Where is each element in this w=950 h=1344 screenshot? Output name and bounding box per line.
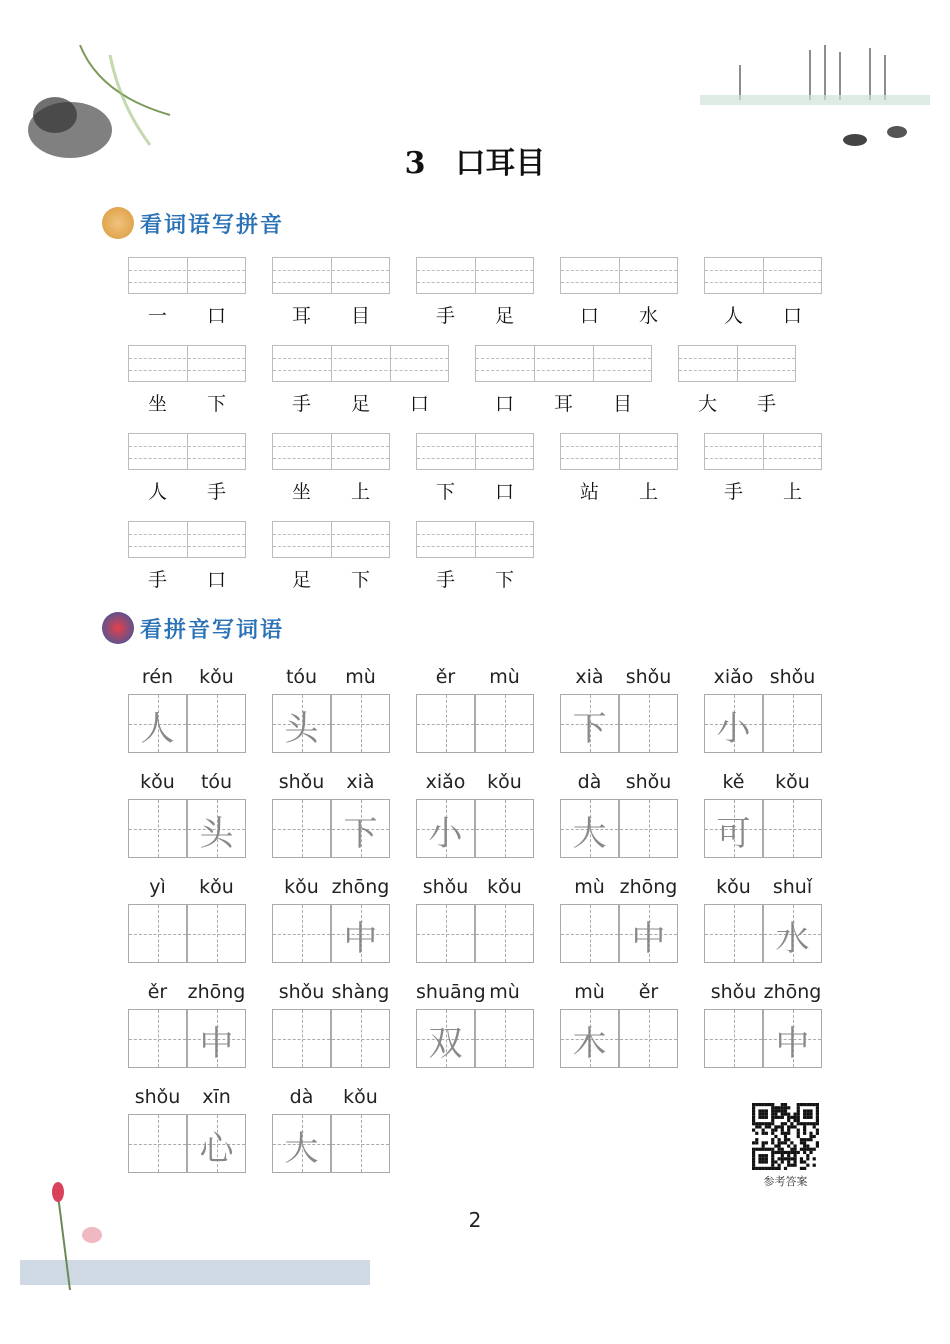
lotus-illustration xyxy=(20,1180,380,1295)
character-writing-cell[interactable] xyxy=(416,799,475,858)
pinyin-label: shǒu xyxy=(710,981,757,1003)
word-character: 大 xyxy=(697,393,717,415)
cell-divider xyxy=(331,434,332,469)
guide-line xyxy=(332,1144,389,1145)
character-writing-cell[interactable] xyxy=(331,1114,390,1173)
pinyin-label: kǒu xyxy=(487,771,522,793)
opera-mask-icon xyxy=(102,207,134,239)
guide-line xyxy=(273,458,389,459)
hint-character: 小 xyxy=(428,814,463,854)
character-writing-cell[interactable] xyxy=(619,1009,678,1068)
pinyin-label: rén xyxy=(141,666,174,688)
guide-line xyxy=(273,370,448,371)
guide-line xyxy=(705,282,821,283)
pinyin-label: ěr xyxy=(435,666,456,688)
word-character: 口 xyxy=(206,569,226,591)
cell-divider xyxy=(619,434,620,469)
pinyin-label: zhōng xyxy=(331,876,390,898)
pinyin-label: tóu xyxy=(200,771,233,793)
pinyin-writing-box[interactable] xyxy=(272,345,449,382)
hint-character: 头 xyxy=(199,814,234,854)
guide-line xyxy=(417,270,533,271)
character-writing-cell[interactable] xyxy=(619,904,678,963)
word-character: 口 xyxy=(494,393,514,415)
pinyin-writing-box[interactable] xyxy=(560,257,678,294)
guide-line xyxy=(620,829,677,830)
hint-character: 中 xyxy=(343,919,378,959)
section-heading-write-pinyin xyxy=(102,207,284,239)
word-character: 下 xyxy=(206,393,226,415)
guide-line xyxy=(273,446,389,447)
character-writing-cell[interactable] xyxy=(128,799,187,858)
pinyin-label: ěr xyxy=(638,981,659,1003)
word-character: 足 xyxy=(494,305,514,327)
character-writing-cell[interactable] xyxy=(187,1114,246,1173)
pinyin-writing-box[interactable] xyxy=(128,433,246,470)
pinyin-label: shǒu xyxy=(625,666,672,688)
guide-line xyxy=(476,829,533,830)
cell-divider xyxy=(475,258,476,293)
character-writing-cell[interactable] xyxy=(187,1009,246,1068)
guide-line xyxy=(273,1039,330,1040)
word-character: 坐 xyxy=(147,393,167,415)
hint-character: 中 xyxy=(775,1024,810,1064)
character-writing-cell[interactable] xyxy=(704,904,763,963)
qr-code[interactable] xyxy=(752,1103,819,1170)
hint-character: 水 xyxy=(775,919,810,959)
guide-line xyxy=(129,829,186,830)
character-writing-cell[interactable] xyxy=(331,694,390,753)
pinyin-writing-box[interactable] xyxy=(416,257,534,294)
guide-line xyxy=(417,458,533,459)
character-writing-cell[interactable] xyxy=(763,799,822,858)
cell-divider xyxy=(475,434,476,469)
guide-line xyxy=(705,1039,762,1040)
guide-line xyxy=(273,358,448,359)
character-writing-cell[interactable] xyxy=(560,799,619,858)
cell-divider xyxy=(763,434,764,469)
word-character: 手 xyxy=(291,393,311,415)
guide-line xyxy=(476,724,533,725)
guide-line xyxy=(561,446,677,447)
pinyin-label: mù xyxy=(489,981,520,1003)
qr-label: 参考答案 xyxy=(763,1175,808,1188)
character-writing-cell[interactable] xyxy=(187,799,246,858)
lesson-title: 3 口耳目 xyxy=(404,146,546,181)
word-character: 目 xyxy=(612,393,632,415)
guide-line xyxy=(129,546,245,547)
character-writing-cell[interactable] xyxy=(128,904,187,963)
guide-line xyxy=(129,282,245,283)
pinyin-label: kǒu xyxy=(716,876,751,898)
guide-line xyxy=(273,282,389,283)
guide-line xyxy=(129,1144,186,1145)
guide-line xyxy=(129,270,245,271)
character-writing-cell[interactable] xyxy=(475,799,534,858)
hint-character: 木 xyxy=(572,1024,607,1064)
character-writing-cell[interactable] xyxy=(416,694,475,753)
character-writing-cell[interactable] xyxy=(331,1009,390,1068)
word-character: 手 xyxy=(435,569,455,591)
character-writing-cell[interactable] xyxy=(272,1114,331,1173)
guide-line xyxy=(476,1039,533,1040)
cell-divider xyxy=(331,258,332,293)
cell-divider xyxy=(187,522,188,557)
pinyin-label: shuāng xyxy=(416,981,486,1003)
word-character: 坐 xyxy=(291,481,311,503)
hint-character: 大 xyxy=(284,1129,319,1169)
guide-line xyxy=(129,934,186,935)
word-character: 下 xyxy=(494,569,514,591)
pinyin-label: dà xyxy=(577,771,602,793)
pinyin-label: xiǎo xyxy=(425,771,466,793)
guide-line xyxy=(705,270,821,271)
pinyin-writing-box[interactable] xyxy=(678,345,796,382)
hint-character: 中 xyxy=(631,919,666,959)
word-character: 一 xyxy=(147,305,167,327)
character-writing-cell[interactable] xyxy=(272,1009,331,1068)
character-writing-cell[interactable] xyxy=(416,904,475,963)
guide-line xyxy=(679,370,795,371)
pinyin-label: mù xyxy=(489,666,520,688)
guide-line xyxy=(417,934,474,935)
pinyin-label: xīn xyxy=(202,1086,231,1108)
pinyin-label: mù xyxy=(574,981,605,1003)
pinyin-label: yì xyxy=(149,876,166,898)
pinyin-label: mù xyxy=(574,876,605,898)
guide-line xyxy=(476,934,533,935)
guide-line xyxy=(129,534,245,535)
hint-character: 下 xyxy=(343,814,378,854)
word-character: 手 xyxy=(756,393,776,415)
cell-divider xyxy=(593,346,594,381)
pinyin-writing-box[interactable] xyxy=(704,433,822,470)
pinyin-label: shǒu xyxy=(769,666,816,688)
character-writing-cell[interactable] xyxy=(619,694,678,753)
guide-line xyxy=(705,458,821,459)
character-writing-cell[interactable] xyxy=(331,904,390,963)
pinyin-label: kǒu xyxy=(343,1086,378,1108)
pinyin-label: shàng xyxy=(331,981,390,1003)
cell-divider xyxy=(737,346,738,381)
cell-divider xyxy=(187,346,188,381)
section-title: 看拼音写词语 xyxy=(140,617,285,643)
word-character: 手 xyxy=(206,481,226,503)
character-writing-cell[interactable] xyxy=(619,799,678,858)
word-character: 口 xyxy=(782,305,802,327)
hint-character: 心 xyxy=(199,1129,234,1169)
guide-line xyxy=(188,934,245,935)
hint-character: 双 xyxy=(428,1024,463,1064)
pinyin-writing-box[interactable] xyxy=(704,257,822,294)
word-character: 耳 xyxy=(291,305,311,327)
pinyin-writing-box[interactable] xyxy=(560,433,678,470)
pinyin-label: xià xyxy=(575,666,604,688)
word-character: 水 xyxy=(638,305,658,327)
guide-line xyxy=(764,829,821,830)
character-writing-cell[interactable] xyxy=(560,1009,619,1068)
cell-divider xyxy=(187,258,188,293)
pinyin-writing-box[interactable] xyxy=(128,521,246,558)
character-writing-cell[interactable] xyxy=(763,694,822,753)
cell-divider xyxy=(763,258,764,293)
character-writing-cell[interactable] xyxy=(763,1009,822,1068)
cell-divider xyxy=(331,346,332,381)
guide-line xyxy=(129,446,245,447)
word-character: 手 xyxy=(435,305,455,327)
character-writing-cell[interactable] xyxy=(272,904,331,963)
guide-line xyxy=(620,724,677,725)
guide-line xyxy=(705,934,762,935)
character-writing-cell[interactable] xyxy=(416,1009,475,1068)
guide-line xyxy=(561,934,618,935)
character-writing-cell[interactable] xyxy=(704,799,763,858)
word-character: 耳 xyxy=(553,393,573,415)
pinyin-writing-box[interactable] xyxy=(128,345,246,382)
pinyin-label: mù xyxy=(345,666,376,688)
guide-line xyxy=(273,546,389,547)
character-writing-cell[interactable] xyxy=(560,694,619,753)
character-writing-cell[interactable] xyxy=(560,904,619,963)
guide-line xyxy=(561,282,677,283)
guide-line xyxy=(273,270,389,271)
pinyin-label: kǒu xyxy=(199,876,234,898)
pinyin-label: tóu xyxy=(285,666,318,688)
cell-divider xyxy=(534,346,535,381)
character-writing-cell[interactable] xyxy=(272,694,331,753)
cell-divider xyxy=(390,346,391,381)
guide-line xyxy=(332,724,389,725)
guide-line xyxy=(417,282,533,283)
cell-divider xyxy=(187,434,188,469)
pinyin-writing-box[interactable] xyxy=(272,433,390,470)
word-character: 手 xyxy=(147,569,167,591)
pinyin-writing-box[interactable] xyxy=(416,433,534,470)
hint-character: 可 xyxy=(716,814,751,854)
pinyin-label: shǒu xyxy=(422,876,469,898)
guide-line xyxy=(417,446,533,447)
word-character: 上 xyxy=(782,481,802,503)
pinyin-label: kě xyxy=(722,771,745,793)
pinyin-label: shǒu xyxy=(278,981,325,1003)
pinyin-writing-box[interactable] xyxy=(272,257,390,294)
character-writing-cell[interactable] xyxy=(331,799,390,858)
pinyin-label: kǒu xyxy=(199,666,234,688)
hint-character: 下 xyxy=(572,709,607,749)
pinyin-label: xià xyxy=(346,771,375,793)
guide-line xyxy=(417,534,533,535)
guide-line xyxy=(476,358,651,359)
word-character: 口 xyxy=(494,481,514,503)
hint-character: 中 xyxy=(199,1024,234,1064)
hint-character: 人 xyxy=(140,709,175,749)
pinyin-label: zhōng xyxy=(187,981,246,1003)
guide-line xyxy=(476,370,651,371)
pinyin-label: kǒu xyxy=(140,771,175,793)
pinyin-writing-box[interactable] xyxy=(272,521,390,558)
pinyin-label: dà xyxy=(289,1086,314,1108)
cell-divider xyxy=(619,258,620,293)
pinyin-label: kǒu xyxy=(775,771,810,793)
word-character: 足 xyxy=(291,569,311,591)
word-character: 人 xyxy=(723,305,743,327)
guide-line xyxy=(764,724,821,725)
pinyin-label: ěr xyxy=(147,981,168,1003)
character-writing-cell[interactable] xyxy=(128,1009,187,1068)
guide-line xyxy=(129,1039,186,1040)
pinyin-label: kǒu xyxy=(284,876,319,898)
guide-line xyxy=(620,1039,677,1040)
hint-character: 大 xyxy=(572,814,607,854)
pinyin-label: xiǎo xyxy=(713,666,754,688)
character-writing-cell[interactable] xyxy=(475,1009,534,1068)
character-writing-cell[interactable] xyxy=(475,694,534,753)
pinyin-label: shǒu xyxy=(625,771,672,793)
pinyin-label: shuǐ xyxy=(772,876,813,898)
word-character: 口 xyxy=(206,305,226,327)
word-character: 足 xyxy=(350,393,370,415)
section-title: 看词语写拼音 xyxy=(140,212,285,238)
pinyin-writing-box[interactable] xyxy=(475,345,652,382)
word-character: 人 xyxy=(147,481,167,503)
guide-line xyxy=(679,358,795,359)
word-character: 目 xyxy=(350,305,370,327)
character-writing-cell[interactable] xyxy=(187,694,246,753)
character-writing-cell[interactable] xyxy=(704,1009,763,1068)
word-character: 上 xyxy=(638,481,658,503)
guide-line xyxy=(129,358,245,359)
word-character: 上 xyxy=(350,481,370,503)
section-heading-write-words xyxy=(102,612,284,644)
guide-line xyxy=(188,724,245,725)
cell-divider xyxy=(475,522,476,557)
guide-line xyxy=(129,458,245,459)
word-character: 下 xyxy=(350,569,370,591)
guide-line xyxy=(417,546,533,547)
character-writing-cell[interactable] xyxy=(128,1114,187,1173)
word-character: 站 xyxy=(579,481,599,503)
character-writing-cell[interactable] xyxy=(187,904,246,963)
guide-line xyxy=(561,270,677,271)
guide-line xyxy=(129,370,245,371)
pinyin-label: kǒu xyxy=(487,876,522,898)
guide-line xyxy=(332,1039,389,1040)
hint-character: 头 xyxy=(284,709,319,749)
opera-mask-icon xyxy=(102,612,134,644)
character-writing-cell[interactable] xyxy=(704,694,763,753)
guide-line xyxy=(273,829,330,830)
hint-character: 小 xyxy=(716,709,751,749)
character-writing-cell[interactable] xyxy=(763,904,822,963)
pinyin-label: shǒu xyxy=(134,1086,181,1108)
pinyin-label: shǒu xyxy=(278,771,325,793)
word-character: 下 xyxy=(435,481,455,503)
cell-divider xyxy=(331,522,332,557)
pinyin-label: zhōng xyxy=(763,981,822,1003)
guide-line xyxy=(705,446,821,447)
word-character: 口 xyxy=(579,305,599,327)
guide-line xyxy=(273,534,389,535)
word-character: 口 xyxy=(409,393,429,415)
character-writing-cell[interactable] xyxy=(272,799,331,858)
pinyin-writing-box[interactable] xyxy=(416,521,534,558)
pinyin-writing-box[interactable] xyxy=(128,257,246,294)
pinyin-label: zhōng xyxy=(619,876,678,898)
character-writing-cell[interactable] xyxy=(475,904,534,963)
guide-line xyxy=(273,934,330,935)
guide-line xyxy=(561,458,677,459)
guide-line xyxy=(417,724,474,725)
page-number: 2 xyxy=(468,1208,482,1232)
character-writing-cell[interactable] xyxy=(128,694,187,753)
word-character: 手 xyxy=(723,481,743,503)
